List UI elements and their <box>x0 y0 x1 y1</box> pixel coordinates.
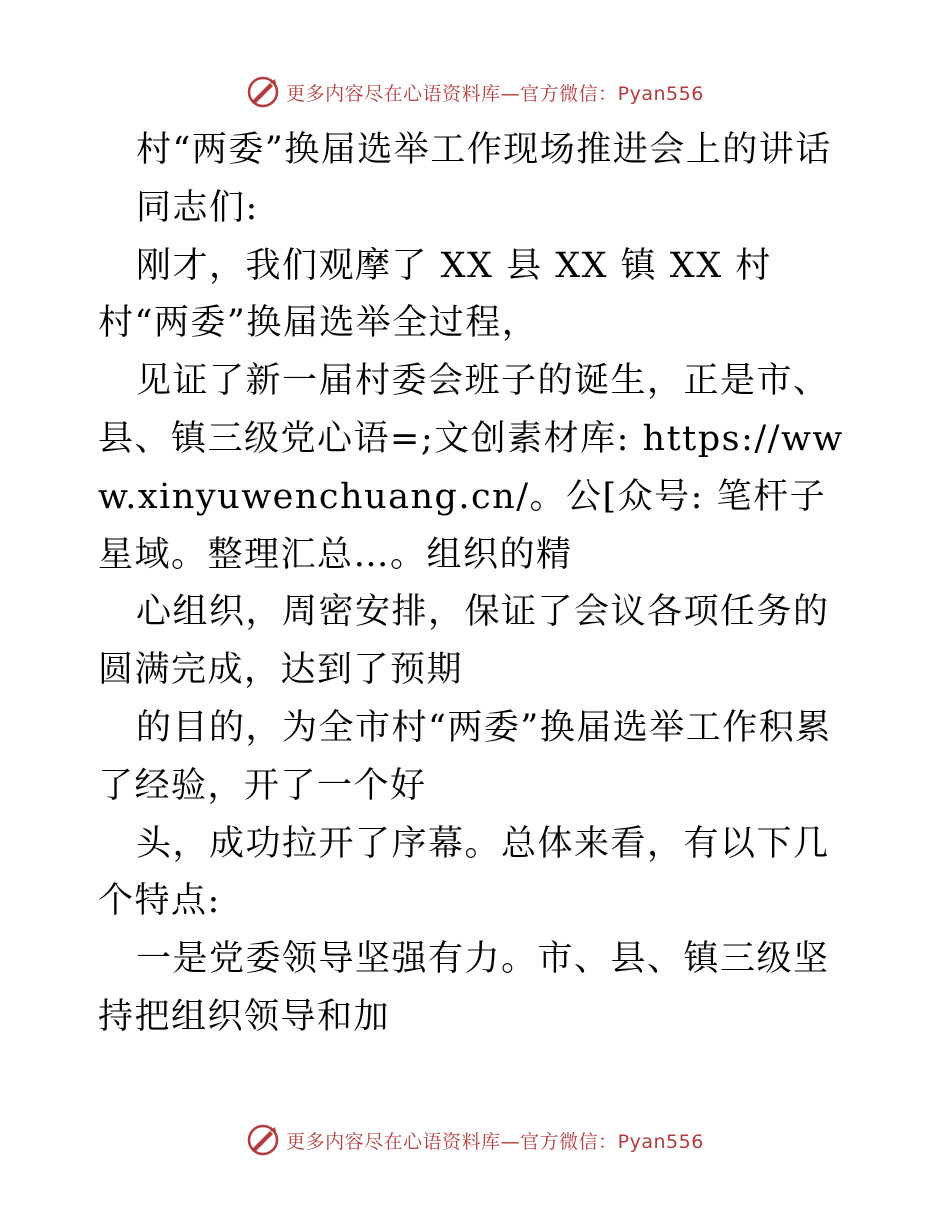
paragraph: 心组织，周密安排，保证了会议各项任务的圆满完成，达到了预期 <box>98 592 830 691</box>
header-banner <box>0 72 950 112</box>
pen-logo-icon <box>246 1123 280 1157</box>
footer-banner <box>0 1120 950 1160</box>
salutation: 同志们: <box>136 187 259 228</box>
document-title: 村“两委”换届选举工作现场推进会上的讲话 <box>136 130 832 170</box>
footer-banner-text: 更多内容尽在心语资料库—官方微信：Pyan556 <box>286 1130 704 1153</box>
paragraph: 头，成功拉开了序幕。总体来看，有以下几个特点: <box>98 823 830 922</box>
document-body <box>98 122 858 1047</box>
paragraph: 刚才，我们观摩了 XX 县 XX 镇 XX 村村“两委”换届选举全过程， <box>98 245 772 344</box>
paragraph: 见证了新一届村委会班子的诞生，正是市、县、镇三级党心语=;文创素材库: https://www.xinyuwenchuang.cn/。公[众号: 笔杆子星域。整理汇总…。组织的精 <box>98 361 844 575</box>
pen-logo-icon <box>246 75 280 109</box>
paragraph: 的目的，为全市村“两委”换届选举工作积累了经验，开了一个好 <box>98 707 832 806</box>
paragraph: 一是党委领导坚强有力。市、县、镇三级坚持把组织领导和加 <box>98 939 830 1037</box>
header-banner-text: 更多内容尽在心语资料库—官方微信：Pyan556 <box>286 82 704 105</box>
